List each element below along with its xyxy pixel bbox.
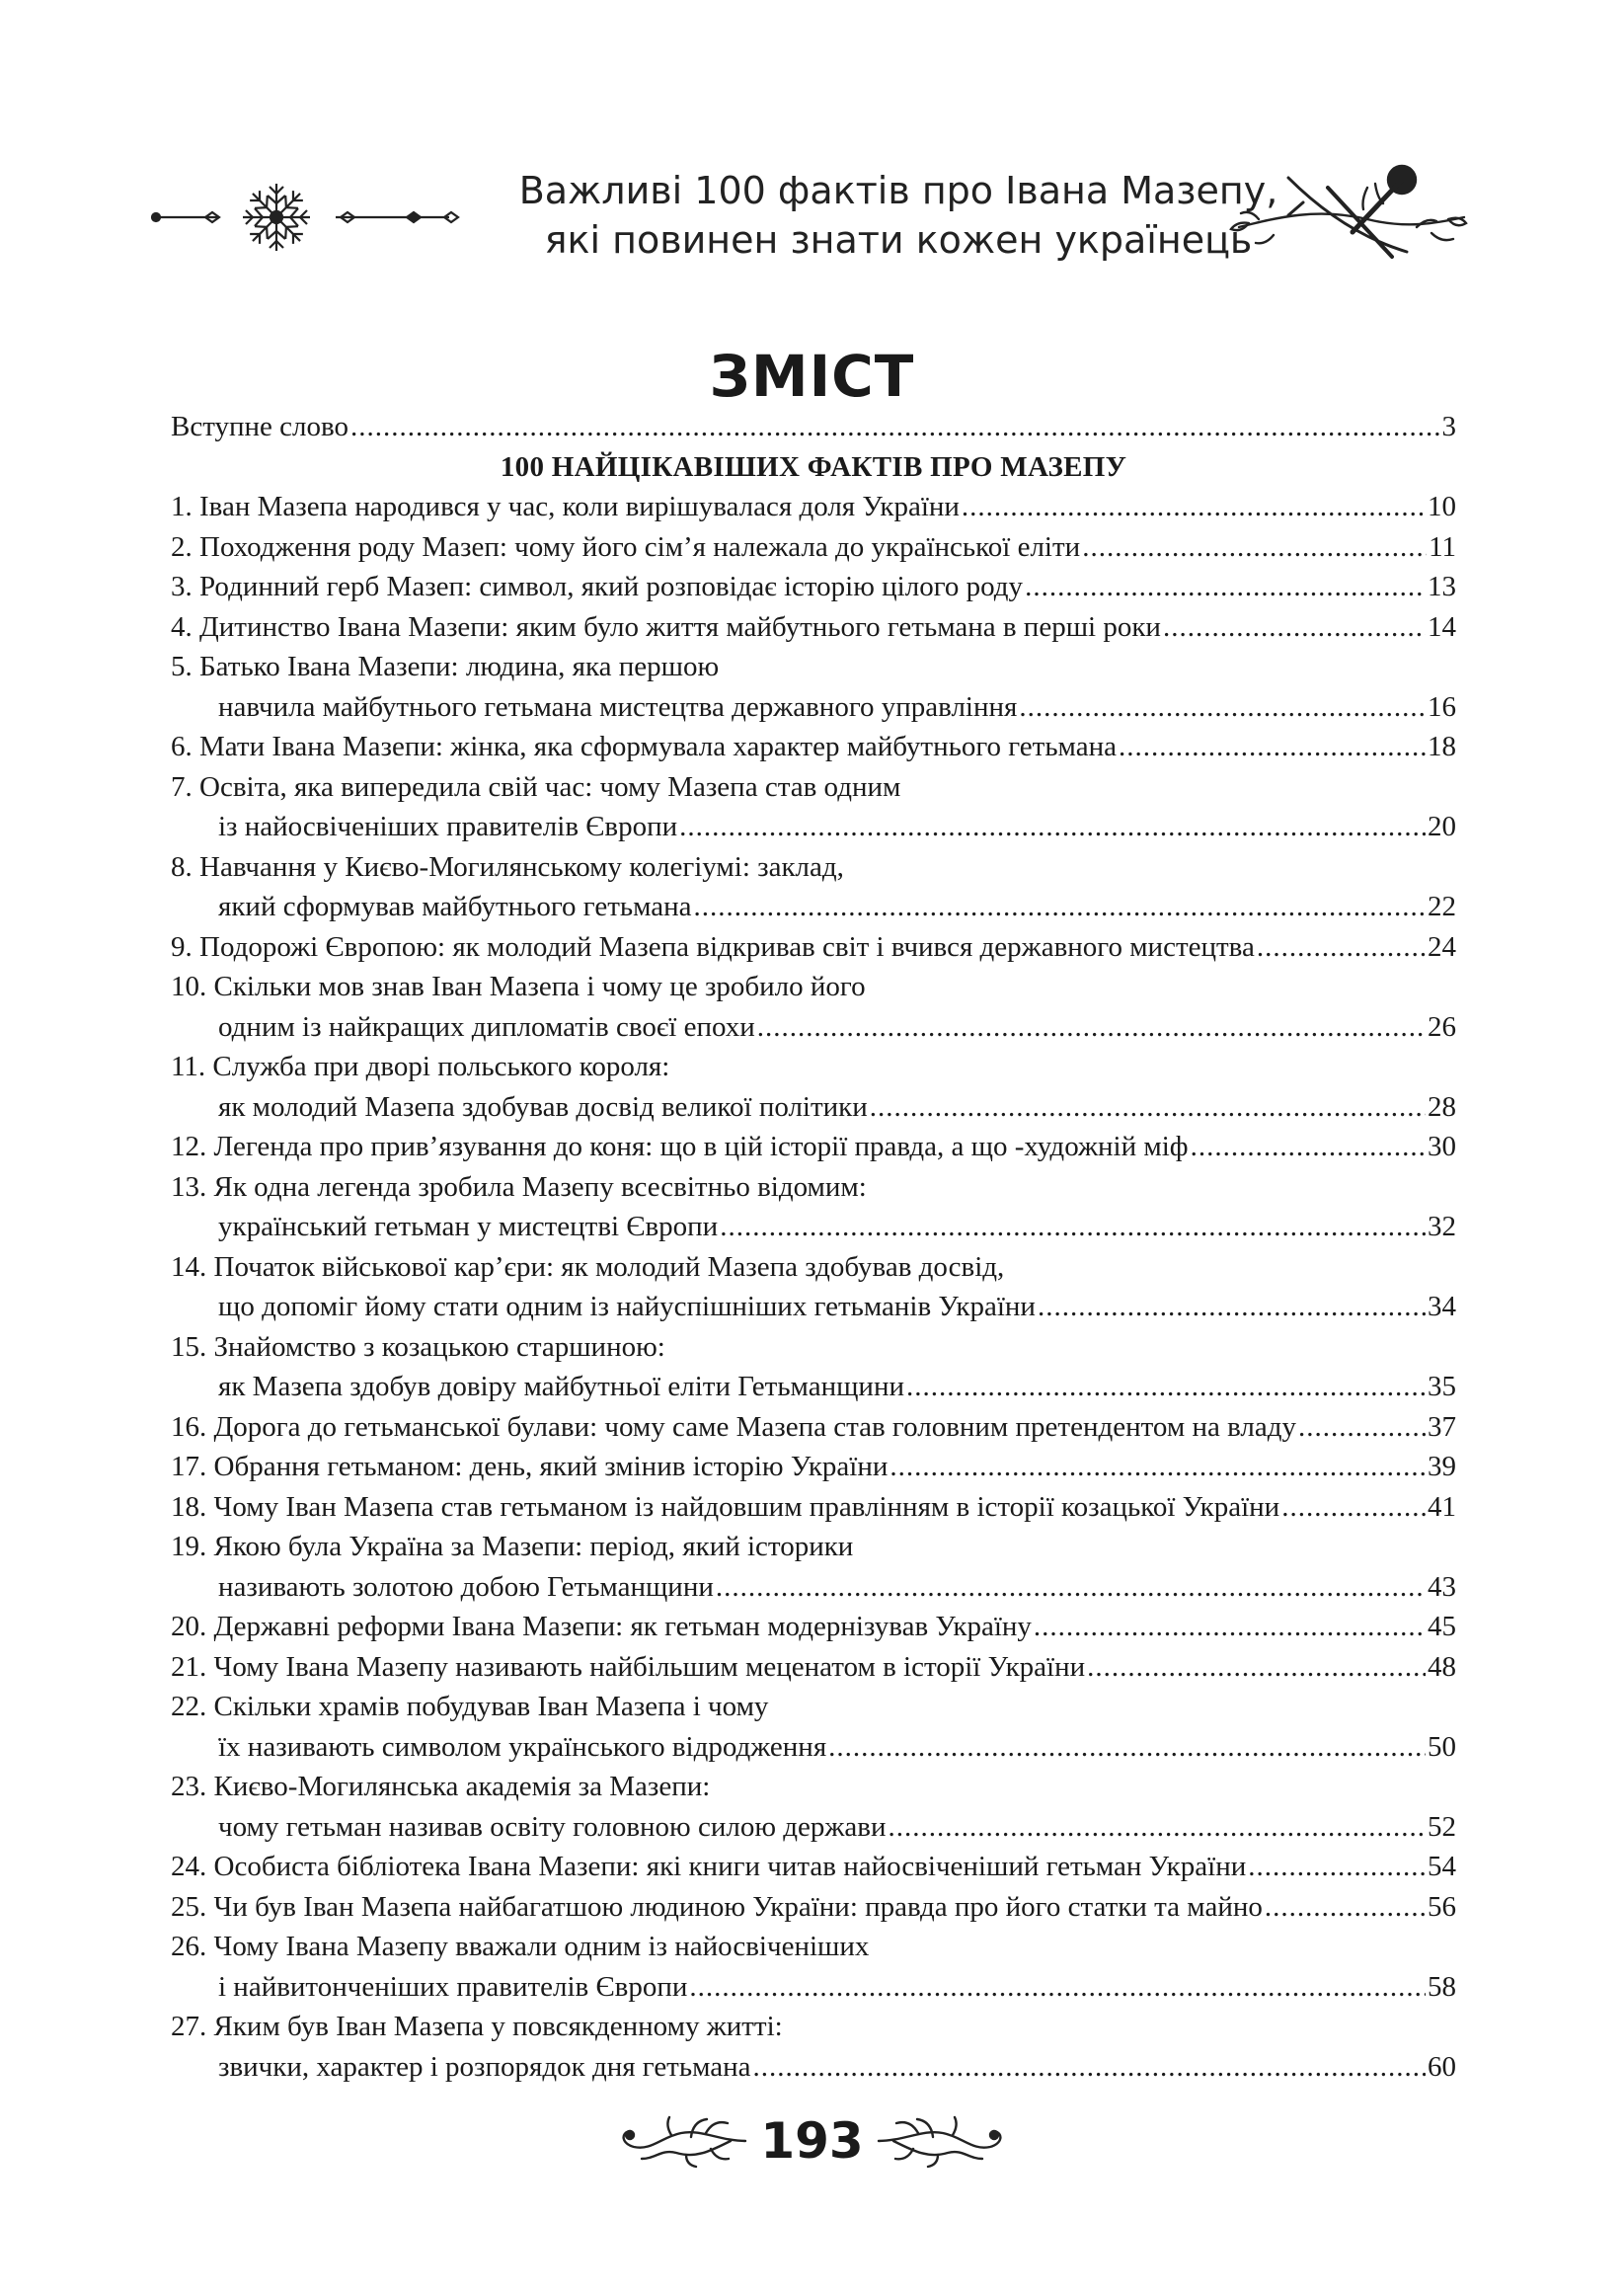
toc-entry-page: 34 (1428, 1291, 1456, 1322)
toc-entry-title: 1. Іван Мазепа народився у час, коли вирішувалася доля України (171, 491, 960, 522)
dot-leader (1298, 1407, 1426, 1448)
toc-entry-line (171, 1847, 1456, 1887)
toc-entry-line (171, 847, 1456, 888)
toc-entry-title: 25. Чи був Іван Мазепа найбагатшою людиною України: правда про його статки та майно (171, 1890, 1263, 1923)
toc-entry-title: 5. Батько Івана Мазепи: людина, яка першою (171, 651, 720, 682)
dot-leader (1191, 1127, 1426, 1167)
toc-entry-page: 56 (1428, 1890, 1456, 1923)
toc-entry-line (171, 1167, 1456, 1208)
toc-entry[interactable] (171, 727, 1456, 767)
toc-entry-line (171, 1047, 1456, 1087)
toc-entry-page: 11 (1429, 530, 1456, 563)
toc-entry-line (171, 1127, 1456, 1167)
toc-entry-title: який сформував майбутнього гетьмана (218, 891, 692, 922)
toc-entry[interactable] (171, 1407, 1456, 1448)
toc-entry-page: 35 (1428, 1371, 1456, 1402)
toc-entry-line (171, 687, 1456, 728)
toc-entry-line (171, 1567, 1456, 1608)
dot-leader (1038, 1287, 1426, 1327)
toc-entry-page: 41 (1428, 1490, 1456, 1523)
right-flourish-ornament-icon (874, 2111, 1012, 2171)
toc-entry[interactable] (171, 487, 1456, 527)
toc-entry-line (171, 1727, 1456, 1768)
toc-entry-title: одним із найкращих дипломатів своєї епохи (218, 1010, 755, 1043)
toc-entry-title: український гетьман у мистецтві Європи (218, 1211, 719, 1242)
toc-entry-line (171, 1007, 1456, 1048)
toc-entry-title: як молодий Мазепа здобував досвід великої політики (218, 1090, 868, 1123)
toc-entry[interactable] (171, 1047, 1456, 1127)
toc-entry-line (171, 647, 1456, 687)
dot-leader (889, 1447, 1426, 1487)
dot-leader (1082, 527, 1427, 568)
toc-entry-page: 37 (1428, 1410, 1456, 1443)
toc-entry[interactable] (171, 527, 1456, 568)
toc-entry[interactable] (171, 1327, 1456, 1407)
dot-leader (720, 1207, 1426, 1247)
toc-entry-line (171, 927, 1456, 968)
toc-entry-title: навчила майбутнього гетьмана мистецтва державного управління (218, 690, 1018, 723)
toc-entry-line (171, 1967, 1456, 2008)
toc-entry-page: 39 (1428, 1451, 1456, 1482)
toc-entry-line (171, 727, 1456, 767)
toc-entry-line (171, 567, 1456, 607)
dot-leader (753, 2047, 1426, 2088)
toc-entry-page: 10 (1428, 491, 1456, 522)
toc-entry[interactable] (171, 1647, 1456, 1688)
toc-entry-line (171, 1647, 1456, 1688)
toc-entry-page: 16 (1428, 690, 1456, 723)
toc-entry-page: 45 (1428, 1611, 1456, 1642)
toc-entry-line (171, 1527, 1456, 1567)
dot-leader (1019, 687, 1426, 728)
dot-leader (1025, 567, 1426, 607)
toc-entry-page: 60 (1428, 2050, 1456, 2083)
toc-entry-title: 27. Яким був Іван Мазепа у повсякденному житті: (171, 2011, 783, 2042)
toc-entry-title: і найвитонченіших правителів Європи (218, 1970, 688, 2003)
dot-leader (870, 1087, 1426, 1128)
toc-entry-line (171, 1807, 1456, 1848)
toc-entry-title: 17. Обрання гетьманом: день, який змінив історію України (171, 1451, 889, 1482)
toc-entry-page: 30 (1428, 1131, 1456, 1162)
left-flourish-ornament-icon (612, 2111, 750, 2171)
dot-leader (1281, 1487, 1426, 1528)
toc-entry-title: 22. Скільки храмів побудував Іван Мазепа і чому (171, 1691, 769, 1722)
toc-entry-line (171, 887, 1456, 927)
toc-entry-title: називають золотою добою Гетьманщини (218, 1570, 714, 1603)
toc-entry[interactable] (171, 2007, 1456, 2087)
toc-entry-page: 13 (1428, 571, 1456, 602)
dot-leader (694, 887, 1426, 927)
toc-entry-title: 21. Чому Івана Мазепу називають найбільшим меценатом в історії України (171, 1650, 1086, 1683)
dot-leader (679, 807, 1426, 847)
toc-entry-line (171, 1367, 1456, 1407)
toc-entry[interactable] (171, 967, 1456, 1047)
toc-entry-line (171, 2007, 1456, 2047)
dot-leader (1257, 927, 1426, 968)
dot-leader (1034, 1607, 1426, 1647)
toc-entry[interactable] (171, 1247, 1456, 1327)
dot-leader (1248, 1847, 1426, 1887)
toc-entry-title: їх називають символом українського відродження (218, 1730, 827, 1763)
toc-entry[interactable] (171, 1607, 1456, 1647)
toc-entry-title: із найосвіченіших правителів Європи (218, 811, 678, 842)
dot-leader (716, 1567, 1426, 1608)
dot-leader (1265, 1887, 1426, 1928)
toc-entry-title: що допоміг йому стати одним із найуспішніших гетьманів України (218, 1291, 1036, 1322)
book-title (479, 166, 1318, 265)
toc-entry-title: 24. Особиста бібліотека Івана Мазепи: які книги читав найосвіченіший гетьман України (171, 1851, 1247, 1882)
toc-entry[interactable] (171, 1847, 1456, 1887)
table-of-contents (171, 407, 1456, 2087)
dot-leader (1087, 1647, 1426, 1688)
toc-entry-line (171, 1767, 1456, 1807)
toc-entry-line (171, 767, 1456, 808)
toc-entry-title: 12. Легенда про прив’язування до коня: що в цій історії правда, а що -художній міф (171, 1131, 1189, 1162)
toc-entry[interactable] (171, 1767, 1456, 1847)
dot-leader (906, 1367, 1426, 1407)
toc-entry-title: 4. Дитинство Івана Мазепи: яким було життя майбутнього гетьмана в перші роки (171, 610, 1161, 643)
toc-entry-line (171, 487, 1456, 527)
snowflake-ornament-icon (148, 178, 464, 257)
toc-entry-page: 14 (1428, 610, 1456, 643)
dot-leader (889, 1807, 1426, 1848)
toc-entry-line (171, 607, 1456, 648)
toc-entry-title: 18. Чому Іван Мазепа став гетьманом із найдовшим правлінням в історії козацької України (171, 1490, 1280, 1523)
dot-leader (757, 1007, 1426, 1048)
toc-entry-title: 13. Як одна легенда зробила Мазепу всесвітньо відомим: (171, 1170, 867, 1203)
toc-entry[interactable] (171, 847, 1456, 927)
toc-entries (171, 487, 1456, 2087)
toc-entry[interactable] (171, 927, 1456, 968)
toc-heading: ЗМІСТ (709, 343, 915, 410)
toc-entry-title: 8. Навчання у Києво-Могилянському колегіумі: заклад, (171, 850, 844, 883)
toc-entry-page: 54 (1428, 1851, 1456, 1882)
toc-entry-title: Вступне слово (171, 411, 349, 442)
toc-entry-line (171, 527, 1456, 568)
toc-entry-line (171, 1087, 1456, 1128)
toc-entry-title: 15. Знайомство з козацькою старшиною: (171, 1330, 665, 1363)
toc-entry-title: 3. Родинний герб Мазеп: символ, який розповідає історію цілого роду (171, 571, 1024, 602)
dot-leader (828, 1727, 1426, 1768)
toc-entry[interactable] (171, 1927, 1456, 2007)
toc-entry-page: 18 (1428, 731, 1456, 762)
toc-entry-line (171, 1887, 1456, 1928)
toc-entry-title: 10. Скільки мов знав Іван Мазепа і чому це зробило його (171, 971, 866, 1002)
dot-leader (1119, 727, 1426, 767)
toc-entry-title: 19. Якою була Україна за Мазепи: період, який історики (171, 1531, 854, 1562)
toc-entry-title: 2. Походження роду Мазеп: чому його сім’я належала до української еліти (171, 530, 1081, 563)
toc-entry[interactable] (171, 1887, 1456, 1928)
toc-entry-page: 43 (1428, 1570, 1456, 1603)
page-number: 193 (760, 2112, 864, 2170)
toc-entry-page: 3 (1441, 411, 1456, 442)
toc-entry-line (171, 1327, 1456, 1368)
toc-entry[interactable] (171, 567, 1456, 607)
book-title-line-2: які повинен знати кожен українець (544, 218, 1253, 262)
toc-entry[interactable] (171, 1527, 1456, 1607)
toc-entry[interactable] (171, 607, 1456, 648)
toc-entry-line (171, 2047, 1456, 2088)
toc-entry-line (171, 1247, 1456, 1288)
toc-entry-line (171, 1927, 1456, 1967)
toc-entry[interactable] (171, 1687, 1456, 1767)
toc-entry-title: 20. Державні реформи Івана Мазепи: як гетьман модернізував Україну (171, 1611, 1032, 1642)
toc-entry-page: 52 (1428, 1810, 1456, 1843)
toc-entry-line (171, 1287, 1456, 1327)
toc-section-title: 100 НАЙЦІКАВІШИХ ФАКТІВ ПРО МАЗЕПУ (500, 450, 1127, 483)
mace-and-sabre-ornament-icon (1219, 158, 1476, 277)
toc-entry-page: 24 (1428, 930, 1456, 963)
toc-entry[interactable] (171, 767, 1456, 847)
toc-intro-row[interactable] (171, 407, 1456, 447)
toc-entry[interactable] (171, 647, 1456, 727)
toc-entry[interactable] (171, 1487, 1456, 1528)
toc-entry-line (171, 1447, 1456, 1487)
toc-entry-page: 22 (1428, 891, 1456, 922)
toc-entry-page: 28 (1428, 1090, 1456, 1123)
dot-leader (962, 487, 1426, 527)
toc-entry-page: 26 (1428, 1010, 1456, 1043)
toc-entry[interactable] (171, 1127, 1456, 1167)
toc-entry-title: 14. Початок військової кар’єри: як молодий Мазепа здобував досвід, (171, 1250, 1005, 1283)
toc-entry-title: 7. Освіта, яка випередила свій час: чому Мазепа став одним (171, 770, 901, 803)
dot-leader (1163, 607, 1426, 648)
toc-entry-page: 48 (1428, 1650, 1456, 1683)
toc-entry-line (171, 1207, 1456, 1247)
toc-entry-line (171, 1607, 1456, 1647)
toc-entry-title: чому гетьман називав освіту головною силою держави (218, 1810, 887, 1843)
toc-entry-title: 11. Служба при дворі польського короля: (171, 1051, 670, 1082)
toc-entry-line (171, 807, 1456, 847)
page-footer (612, 2103, 1012, 2182)
book-title-line-1: Важливі 100 фактів про Івана Мазепу, (518, 169, 1278, 212)
toc-entry-line (171, 1407, 1456, 1448)
toc-entry[interactable] (171, 1167, 1456, 1247)
dot-leader (689, 1967, 1426, 2008)
toc-entry[interactable] (171, 1447, 1456, 1487)
toc-entry-line (171, 1687, 1456, 1727)
toc-entry-title: звички, характер і розпорядок дня гетьмана (218, 2050, 751, 2083)
toc-entry-title: 26. Чому Івана Мазепу вважали одним із найосвіченіших (171, 1931, 870, 1962)
toc-entry-page: 50 (1428, 1730, 1456, 1763)
toc-entry-line (171, 967, 1456, 1007)
toc-entry-title: 23. Києво-Могилянська академія за Мазепи: (171, 1771, 711, 1802)
toc-entry-title: 9. Подорожі Європою: як молодий Мазепа відкривав світ і вчився державного мистецтва (171, 930, 1255, 963)
toc-entry-line (171, 1487, 1456, 1528)
toc-entry-title: 16. Дорога до гетьманської булави: чому саме Мазепа став головним претендентом на владу (171, 1410, 1297, 1443)
toc-entry-page: 58 (1428, 1970, 1456, 2003)
toc-entry-title: 6. Мати Івана Мазепи: жінка, яка сформувала характер майбутнього гетьмана (171, 731, 1117, 762)
dot-leader (350, 407, 1439, 447)
page-header (148, 158, 1476, 277)
toc-entry-title: як Мазепа здобув довіру майбутньої еліти Гетьманщини (218, 1371, 904, 1402)
toc-entry-page: 20 (1428, 811, 1456, 842)
toc-entry-page: 32 (1428, 1211, 1456, 1242)
